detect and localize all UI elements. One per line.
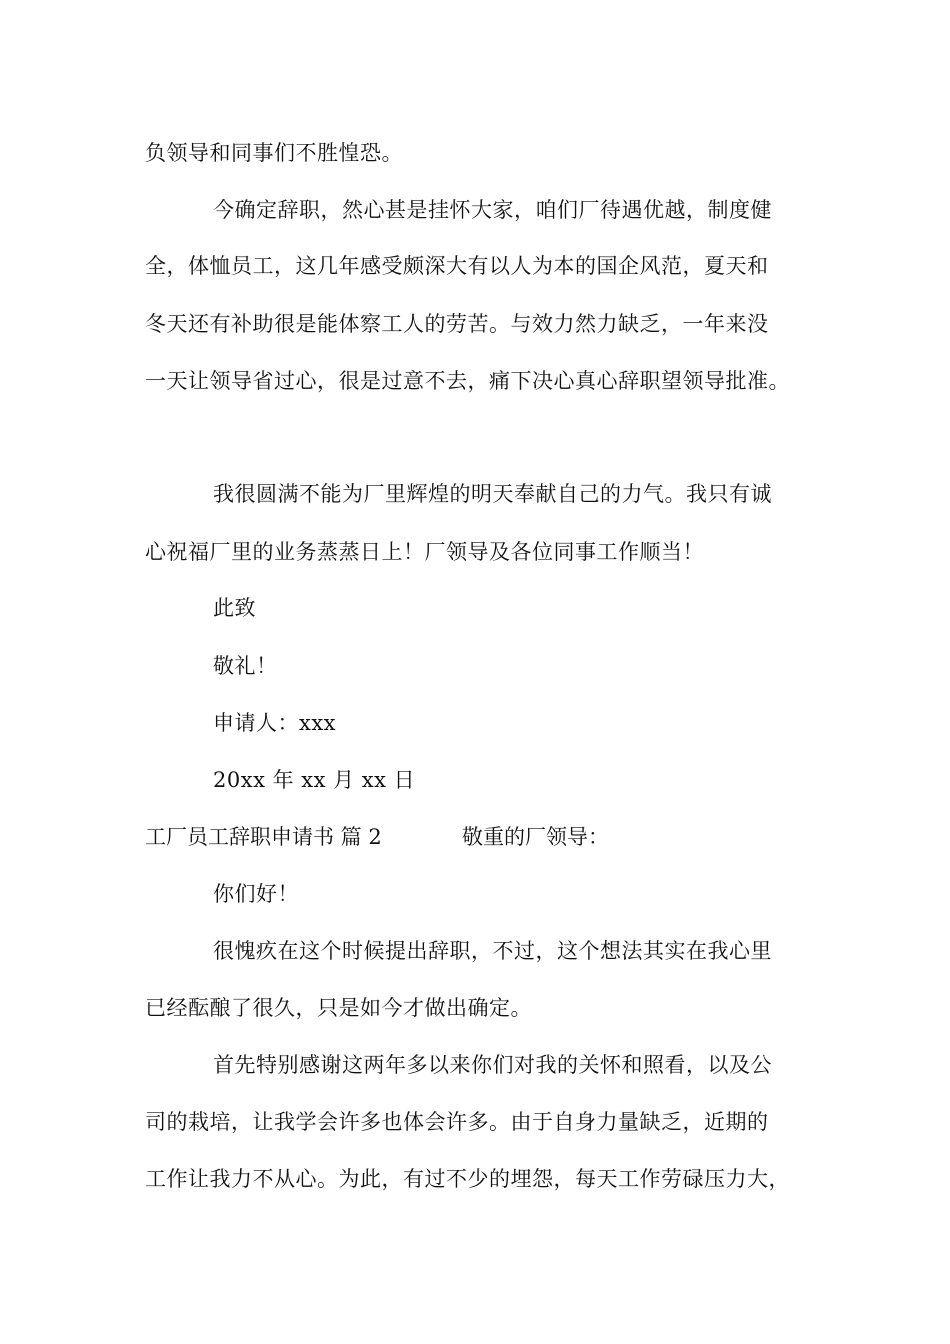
text-line: 工作让我力不从心。为此，有过不少的埋怨，每天工作劳碌压力大， [145, 1167, 790, 1191]
letter-date: 20xx 年 xx 月 xx 日 [213, 768, 416, 792]
greeting: 你们好！ [213, 882, 299, 906]
addressee: 敬重的厂领导： [462, 825, 609, 849]
text-line: 一天让领导省过心，很是过意不去，痛下决心真心辞职望领导批准。 [145, 369, 790, 393]
closing-salute: 敬礼！ [213, 654, 278, 678]
text-line: 司的栽培，让我学会许多也体会许多。由于自身力量缺乏，近期的 [145, 1110, 769, 1134]
text-line: 冬天还有补助很是能体察工人的劳苦。与效力然力缺乏，一年来没 [145, 312, 769, 336]
section-title: 工厂员工辞职申请书 篇 2 [145, 825, 382, 849]
section-heading-row [145, 823, 609, 851]
text-line: 全，体恤员工，这几年感受颇深大有以人为本的国企风范，夏天和 [145, 254, 769, 278]
text-line: 很愧疚在这个时候提出辞职，不过，这个想法其实在我心里 [213, 939, 772, 963]
applicant-name: 申请人：xxx [213, 711, 337, 735]
text-line: 今确定辞职，然心甚是挂怀大家，咱们厂待遇优越，制度健 [213, 198, 772, 222]
closing-salute: 此致 [213, 596, 256, 620]
text-line: 首先特别感谢这两年多以来你们对我的关怀和照看，以及公 [213, 1053, 772, 1077]
text-line: 已经酝酿了很久，只是如今才做出确定。 [145, 996, 532, 1020]
text-line: 心祝福厂里的业务蒸蒸日上！厂领导及各位同事工作顺当！ [145, 540, 704, 564]
text-line: 我很圆满不能为厂里辉煌的明天奉献自己的力气。我只有诚 [213, 482, 772, 506]
text-line: 负领导和同事们不胜惶恐。 [145, 141, 403, 165]
